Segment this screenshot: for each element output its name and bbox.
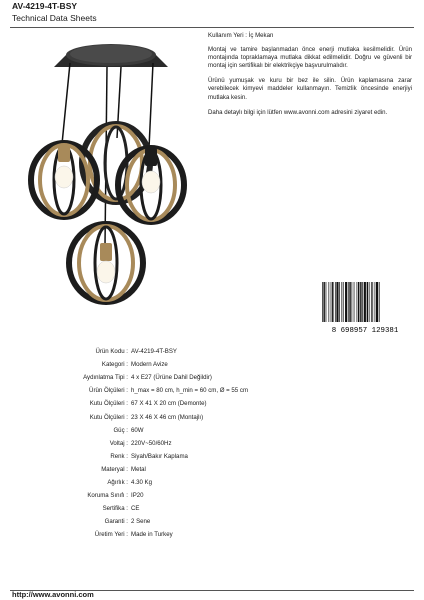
spec-row bbox=[36, 410, 248, 423]
barcode-bar bbox=[358, 282, 359, 322]
spec-label: Güç : bbox=[113, 426, 128, 434]
barcode-bar bbox=[372, 282, 373, 322]
spec-label: Ürün Ölçüleri : bbox=[89, 387, 128, 395]
barcode-bar bbox=[369, 282, 370, 322]
spec-label: Koruma Sınıfı : bbox=[87, 492, 128, 500]
spec-row bbox=[36, 397, 248, 410]
barcode-bar bbox=[349, 282, 350, 322]
spec-label: Üretim Yeri : bbox=[94, 531, 128, 539]
spec-row bbox=[36, 489, 248, 502]
spec-row bbox=[36, 424, 248, 437]
info-paragraph-installation: Montaj ve tamire başlanmadan önce enerji mutlaka kesilmelidir. Ürün montajında topraklamaya mutlaka dikkat edilmelidir. Doğru ve güvenli bir montaj için sertifikalı bir elektrikçiye başvurulmalıdır. bbox=[208, 46, 412, 70]
spec-row bbox=[36, 437, 248, 450]
spec-row bbox=[36, 345, 248, 358]
spec-value: Metal bbox=[131, 465, 146, 473]
barcode-bar bbox=[367, 282, 368, 322]
spec-row bbox=[36, 371, 248, 384]
spec-label: Aydınlatma Tipi : bbox=[83, 374, 128, 382]
spec-value: 2 Sene bbox=[131, 518, 151, 526]
barcode-bar bbox=[336, 282, 338, 322]
barcode-bar bbox=[331, 282, 332, 322]
pendant-bottom bbox=[69, 224, 143, 302]
barcode-bar bbox=[371, 282, 372, 322]
spec-label: Ürün Kodu : bbox=[95, 348, 128, 356]
spec-label: Ağırlık : bbox=[107, 478, 128, 486]
document-header bbox=[12, 1, 97, 24]
spec-label: Kutu Ölçüleri : bbox=[89, 400, 128, 408]
spec-value: Siyah/Bakır Kaplama bbox=[131, 452, 188, 460]
header-divider bbox=[10, 27, 414, 28]
barcode-bar bbox=[345, 282, 347, 322]
spec-value: 4.30 Kg bbox=[131, 478, 153, 486]
spec-row bbox=[36, 384, 248, 397]
spec-row bbox=[36, 528, 248, 541]
spec-row bbox=[36, 463, 248, 476]
barcode-bar bbox=[375, 282, 376, 322]
barcode-bar bbox=[339, 282, 340, 322]
info-paragraph-website: Daha detaylı bilgi için lütfen www.avonni.com adresini ziyaret edin. bbox=[208, 108, 388, 116]
barcode-bar bbox=[335, 282, 336, 322]
spec-table bbox=[36, 345, 248, 541]
barcode-bar bbox=[360, 282, 361, 322]
spec-value: Modern Avize bbox=[131, 361, 168, 369]
barcode-bar bbox=[364, 282, 366, 322]
barcode-bar bbox=[348, 282, 349, 322]
barcode-bar bbox=[352, 282, 353, 322]
pendant-left bbox=[31, 143, 97, 217]
document-subtitle: Technical Data Sheets bbox=[12, 13, 97, 23]
spec-label: Kategori : bbox=[101, 361, 128, 369]
barcode-bar bbox=[332, 282, 333, 322]
spec-label: Garanti : bbox=[104, 518, 128, 526]
spec-label: Materyal : bbox=[101, 465, 128, 473]
spec-value: 60W bbox=[131, 426, 144, 434]
spec-value: AV-4219-4T-BSY bbox=[131, 348, 177, 356]
spec-value: 67 X 41 X 20 cm (Demonte) bbox=[131, 400, 207, 408]
spec-value: Made in Turkey bbox=[131, 531, 173, 539]
spec-label: Kutu Ölçüleri : bbox=[89, 413, 128, 421]
barcode-bar bbox=[354, 282, 355, 322]
barcode-bar bbox=[323, 282, 324, 322]
spec-row bbox=[36, 450, 248, 463]
spec-row bbox=[36, 476, 248, 489]
barcode-bar bbox=[376, 282, 378, 322]
barcode-bar bbox=[328, 282, 329, 322]
barcode-bar bbox=[362, 282, 363, 322]
spec-row bbox=[36, 502, 248, 515]
barcode-bar bbox=[326, 282, 327, 322]
barcode-bar bbox=[379, 282, 380, 322]
barcode-bar bbox=[357, 282, 358, 322]
spec-value: h_max = 80 cm, h_min = 60 cm, Ø = 55 cm bbox=[131, 387, 249, 395]
website-link[interactable]: http://www.avonni.com bbox=[12, 590, 94, 599]
barcode-bar bbox=[343, 282, 344, 322]
barcode-bar bbox=[341, 282, 342, 322]
spec-row bbox=[36, 515, 248, 528]
spec-value: 23 X 46 X 46 cm (Montajlı) bbox=[131, 413, 204, 421]
info-paragraph-cleaning: Ürünü yumuşak ve kuru bir bez ile silin. Ürün kaplamasına zarar verebilecek kimyevi maddeler kullanmayın. Temizlik öncesinde enerjiyi mutlaka kesin. bbox=[208, 77, 412, 101]
pendant-right bbox=[118, 148, 184, 222]
barcode-number: 8 698957 129381 bbox=[331, 327, 399, 334]
product-image bbox=[20, 30, 200, 315]
usage-location: Kullanım Yeri : İç Mekan bbox=[208, 32, 274, 39]
spec-label: Renk : bbox=[110, 452, 128, 460]
info-panel bbox=[208, 32, 412, 124]
spec-value: CE bbox=[131, 505, 140, 513]
spec-row bbox=[36, 358, 248, 371]
product-code-title: AV-4219-4T-BSY bbox=[12, 1, 78, 11]
barcode bbox=[320, 282, 410, 334]
spec-label: Voltaj : bbox=[109, 439, 128, 447]
spec-value: 220V~50/60Hz bbox=[131, 439, 172, 447]
barcode-bar bbox=[322, 282, 323, 322]
spec-value: 4 x E27 (Ürüne Dahil Değildir) bbox=[131, 374, 212, 382]
spec-label: Sertifika : bbox=[102, 505, 128, 513]
spec-value: IP20 bbox=[131, 492, 144, 500]
